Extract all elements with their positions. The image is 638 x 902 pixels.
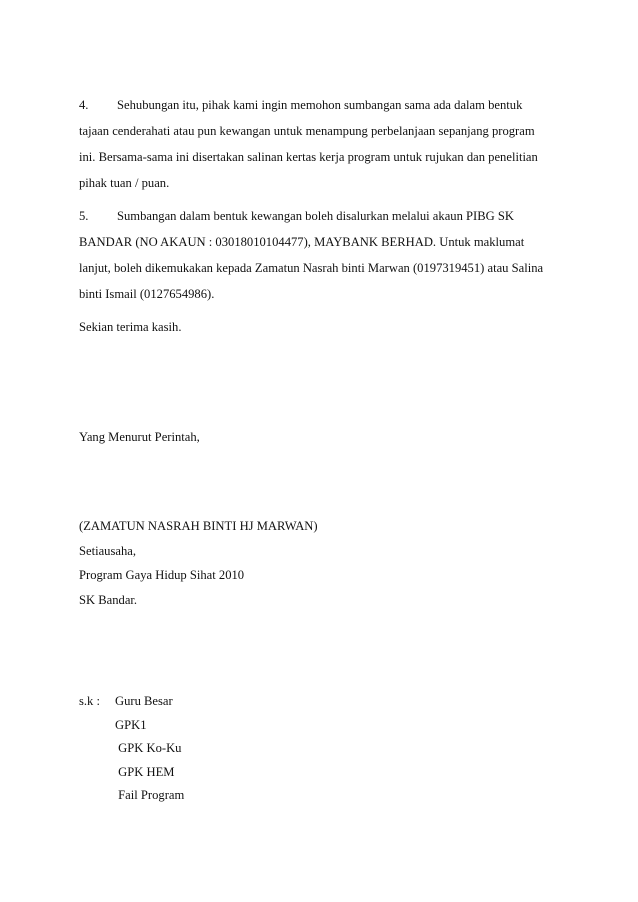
paragraph-4-line-4: pihak tuan / puan. (79, 176, 170, 190)
cc-row-1 (79, 690, 184, 714)
cc-row-2 (79, 714, 184, 738)
cc-item: Guru Besar (115, 694, 173, 708)
paragraph-5-number: 5. (79, 209, 89, 223)
cc-row-5 (79, 784, 184, 808)
cc-label: s.k : (79, 694, 100, 708)
signatory-name: (ZAMATUN NASRAH BINTI HJ MARWAN) (79, 519, 318, 533)
signatory-program: Program Gaya Hidup Sihat 2010 (79, 568, 245, 582)
carbon-copy-list (79, 690, 184, 808)
cc-row-3 (79, 737, 184, 761)
signatory-school: SK Bandar. (79, 592, 138, 607)
cc-item: GPK Ko-Ku (118, 741, 182, 755)
cc-item: GPK1 (115, 717, 147, 732)
signature-block (79, 514, 318, 612)
paragraph-4-text: Sehubungan itu, pihak kami ingin memohon sumbangan sama ada dalam bentuk (117, 98, 523, 112)
paragraph-5-line-3: lanjut, boleh dikemukakan kepada Zamatun Nasrah binti Marwan (0197319451) atau Salina (79, 261, 544, 275)
paragraph-5-text: Sumbangan dalam bentuk kewangan boleh disalurkan melalui akaun PIBG SK (117, 209, 514, 223)
paragraph-4-number: 4. (79, 98, 89, 112)
cc-item: Fail Program (118, 788, 185, 802)
yang-menurut-perintah: Yang Menurut Perintah, (79, 430, 200, 444)
paragraph-4 (79, 92, 569, 196)
signatory-title: Setiausaha, (79, 543, 137, 558)
cc-row-4 (79, 761, 184, 785)
closing-remark: Sekian terima kasih. (79, 320, 182, 334)
paragraph-5-line-2: BANDAR (NO AKAUN : 03018010104477), MAYBANK BERHAD. Untuk maklumat (79, 235, 525, 249)
paragraph-4-line-3: ini. Bersama-sama ini disertakan salinan kertas kerja program untuk rujukan dan penelitian (79, 150, 538, 164)
paragraph-5-line-4: binti Ismail (0127654986). (79, 287, 215, 301)
paragraph-5 (79, 203, 569, 307)
paragraph-4-line-1 (79, 92, 569, 118)
paragraph-4-line-2: tajaan cenderahati atau pun kewangan untuk menampung perbelanjaan sepanjang program (79, 124, 535, 138)
cc-item: GPK HEM (118, 764, 175, 779)
paragraph-5-line-1 (79, 203, 569, 229)
